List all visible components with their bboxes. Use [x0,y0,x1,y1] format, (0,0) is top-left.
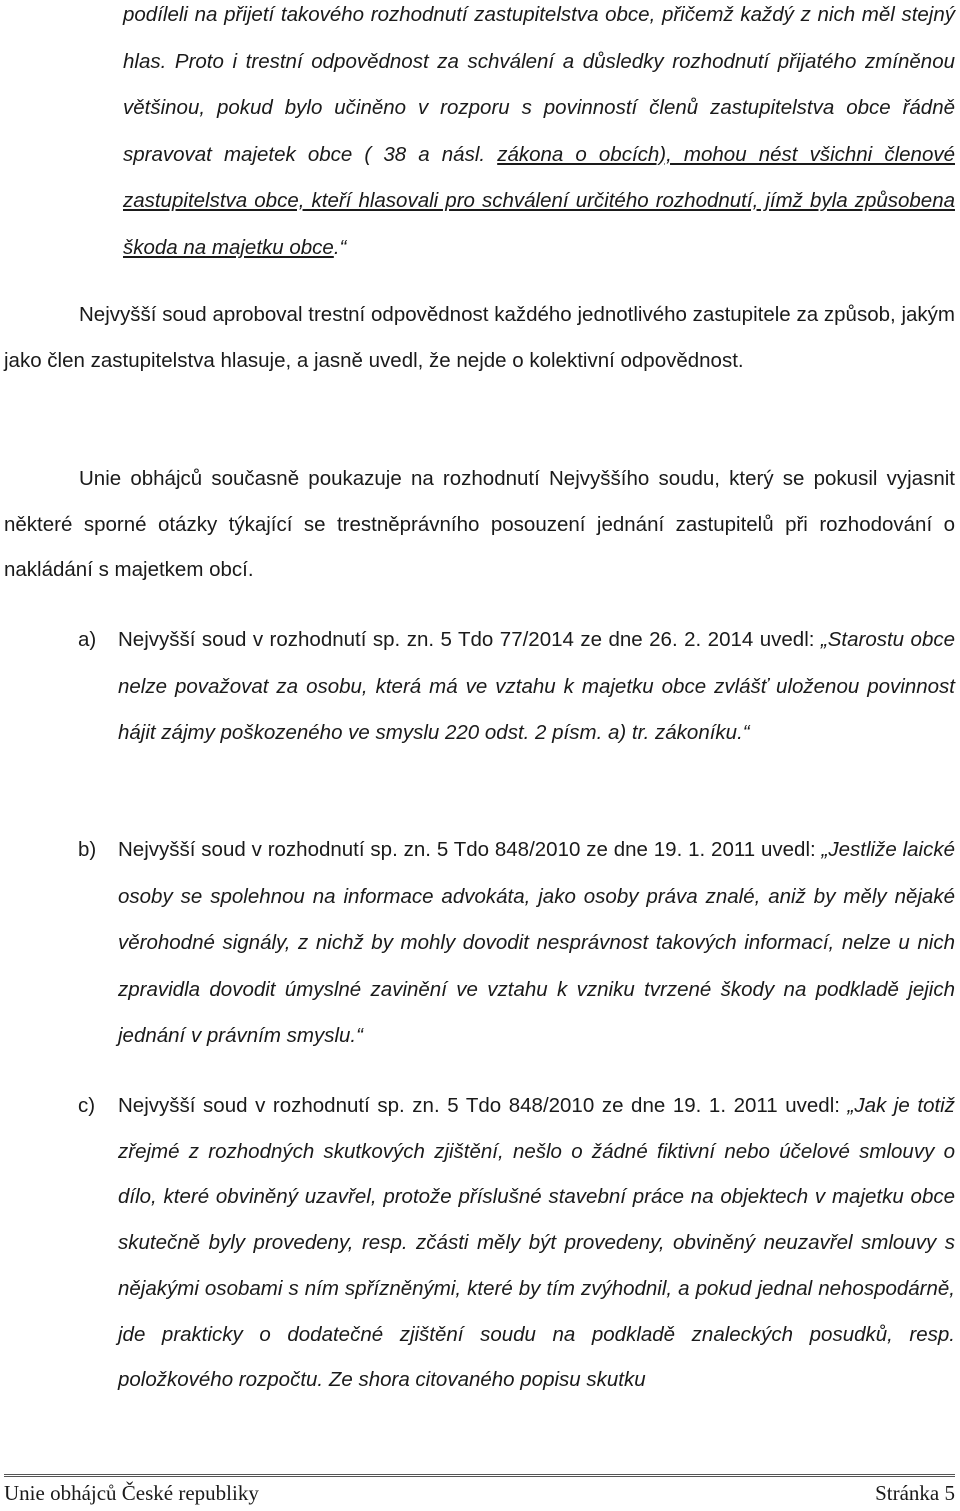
quote-end: .“ [333,235,347,259]
list-item [78,1083,955,1403]
quote: „Jestliže laické osoby se spolehnou na informace advokáta, jako osoby práva znalé, aniž by měly nějaké věrohodné signály, z nichž by mohly dovodit nesprávnost takových informací, nelze u nich zpravidla dovodit úmyslné zavinění ve vztahu k vzniku tvrzené škody na podkladě jejich jednání v právním smyslu.“ [118,838,955,1047]
quote: „Starostu obce nelze považovat za osobu, která má ve vztahu k majetku obce zvlášť uloženou povinnost hájit zájmy poškozeného ve smyslu 220 odst. 2 písm. a) tr. zákoníku.“ [118,628,955,744]
list-item [78,827,955,1060]
list-item [78,617,955,757]
citation: Nejvyšší soud v rozhodnutí sp. zn. 5 Tdo 848/2010 ze dne 19. 1. 2011 uvedl: [118,1094,848,1117]
list-item-body [118,617,955,757]
page-footer [4,1481,955,1506]
quote-block [123,0,955,271]
list-item-body [118,827,955,1060]
paragraph: Unie obhájců současně poukazuje na rozhodnutí Nejvyššího soudu, který se pokusil vyjasnit některé sporné otázky týkající se trestněprávního posouzení jednání zastupitelů při rozhodování o nakládání s majetkem obcí. [4,467,955,581]
footer-divider [4,1474,955,1477]
footer-organization: Unie obhájců České republiky [4,1481,259,1505]
paragraph: Nejvyšší soud aproboval trestní odpovědnost každého jednotlivého zastupitele za způsob, jakým jako člen zastupitelstva hlasuje, a jasně uvedl, že nejde o kolektivní odpovědnost. [4,303,955,372]
quote: „Jak je totiž zřejmé z rozhodných skutkových zjištění, nešlo o žádné fiktivní nebo účelové smlouvy o dílo, které obviněný uzavřel, protože příslušné stavební práce na objektech v majetku obce skutečně byly provedeny, resp. zčásti měly být provedeny, obviněný neuzavřel smlouvy s nějakými osobami s ním spřízněnými, které by tím zvýhodnil, a pokud jednal nehospodárně, jde prakticky o dodatečné zjištění soudu na podkladě znaleckých posudků, resp. položkového rozpočtu. Ze shora citovaného popisu skutku [118,1094,955,1392]
citation: Nejvyšší soud v rozhodnutí sp. zn. 5 Tdo 848/2010 ze dne 19. 1. 2011 uvedl: [118,838,822,861]
quote-underlined-text: zákona o obcích), mohou nést všichni členové zastupitelstva obce, kteří hlasovali pro schválení určitého rozhodnutí, jímž byla způsobena škoda na majetku obce [123,142,955,259]
citation: Nejvyšší soud v rozhodnutí sp. zn. 5 Tdo 77/2014 ze dne 26. 2. 2014 uvedl: [118,628,821,651]
list-item-label: a) [78,628,97,651]
list-item-label: c) [78,1094,96,1117]
list-item-label: b) [78,838,97,861]
page-number: Stránka 5 [875,1481,955,1505]
list-item-body [118,1083,955,1403]
quote-text: podíleli na přijetí takového rozhodnutí zastupitelstva obce, přičemž každý z nich měl stejný hlas. Proto i trestní odpovědnost za schválení a důsledky rozhodnutí přijatého zmíněnou většinou, pokud bylo učiněno v rozporu s povinností členů zastupitelstva obce řádně spravovat majetek obce ( 38 a násl. [123,3,955,166]
